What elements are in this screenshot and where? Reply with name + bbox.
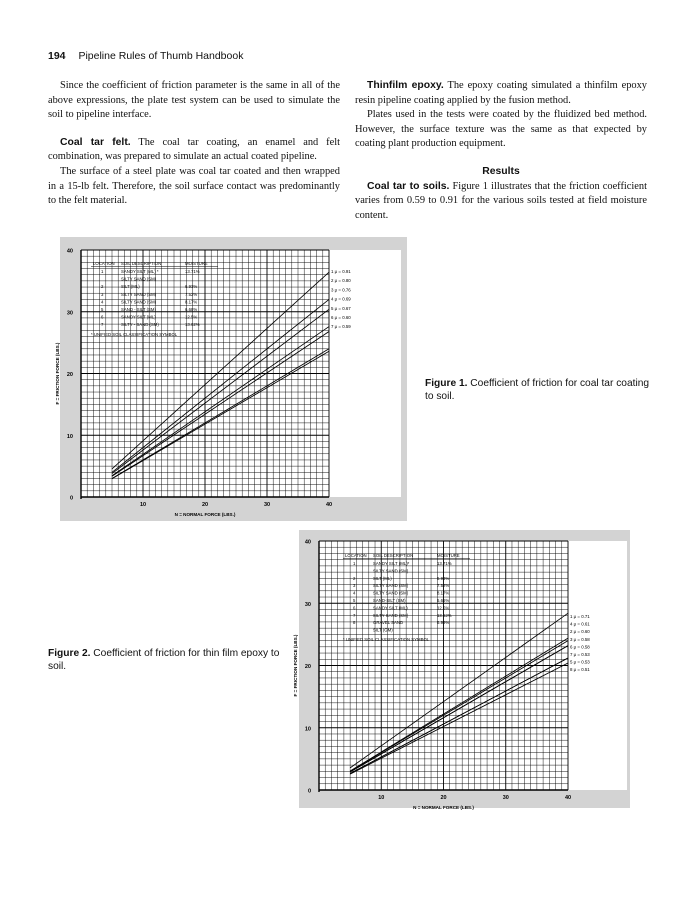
series-label: 1 μ = 0.91 bbox=[331, 269, 351, 274]
series-label: 8 μ = 0.51 bbox=[570, 667, 590, 673]
x-tick-label: 10 bbox=[378, 795, 385, 801]
legend-location: 4 bbox=[353, 590, 356, 596]
legend-header: LOCATION bbox=[93, 261, 115, 266]
legend-moisture: 13.71% bbox=[185, 269, 200, 274]
legend-soil: SILT (ML) bbox=[373, 575, 392, 581]
legend-location: 6 bbox=[101, 314, 104, 320]
x-tick-label: 10 bbox=[139, 502, 147, 508]
x-tick-label: 30 bbox=[263, 502, 271, 508]
y-tick-label: 30 bbox=[304, 601, 311, 608]
legend-soil: SAND - SILT (SM) bbox=[121, 307, 156, 312]
legend-moisture: 6.93% bbox=[185, 284, 198, 290]
y-tick-label: 0 bbox=[307, 788, 311, 795]
series-label: 5 μ = 0.67 bbox=[331, 305, 351, 311]
series-label: 6 μ = 0.60 bbox=[331, 315, 351, 320]
legend-soil: SANDY SILT (ML) bbox=[373, 605, 408, 611]
legend-soil: SILT (GM) bbox=[373, 627, 393, 633]
x-tick-label: 40 bbox=[325, 502, 333, 508]
page-number: 194 bbox=[48, 50, 66, 62]
legend-soil: SILTY SAND (SM) bbox=[373, 590, 409, 596]
legend-location: 5 bbox=[101, 307, 104, 312]
legend-moisture: 13.71% bbox=[437, 561, 452, 566]
series-label: 5 μ = 0.53 bbox=[570, 659, 590, 665]
legend-location: 4 bbox=[101, 299, 104, 305]
series-label: 3 μ = 0.76 bbox=[331, 287, 351, 293]
legend-soil: SILTY SAND (SM) bbox=[121, 299, 157, 305]
paragraph: Thinfilm epoxy. The epoxy coating simulated a thinfilm epoxy resin pipeline coating applied by the fusion method. bbox=[355, 80, 648, 106]
legend-moisture: 13.62% bbox=[185, 322, 200, 328]
legend-soil: SILTY - SAND (SM) bbox=[121, 322, 159, 328]
legend-soil: SILTY SAND (SM) bbox=[373, 583, 409, 589]
legend-location: 3 bbox=[353, 583, 356, 589]
legend-soil: SANDY SILT (ML)* bbox=[373, 561, 410, 566]
legend-location: 7 bbox=[353, 612, 356, 618]
legend-moisture: 12.5% bbox=[437, 605, 450, 611]
legend-soil: SILT (ML) bbox=[121, 284, 140, 290]
run-in-heading: Coal tar felt. bbox=[60, 136, 131, 148]
legend-header: LOCATION bbox=[345, 553, 367, 558]
legend-location: 3 bbox=[101, 291, 104, 297]
figure-2-chart bbox=[293, 530, 630, 810]
legend-soil: SANDY SILT (ML) bbox=[121, 314, 156, 320]
legend-location: 1 bbox=[353, 561, 356, 566]
y-tick-label: 30 bbox=[66, 310, 73, 317]
y-axis-label: F = FRICTION FORCE (LBS.) bbox=[55, 342, 60, 405]
y-tick-label: 10 bbox=[304, 726, 311, 733]
series-label: 3 μ = 0.58 bbox=[570, 636, 590, 642]
y-tick-label: 10 bbox=[66, 433, 73, 440]
legend-moisture: 6.66% bbox=[437, 598, 450, 603]
run-in-heading: Coal tar to soils. bbox=[367, 180, 450, 192]
series-label: 4 μ = 0.69 bbox=[331, 296, 351, 302]
legend-soil: SANDY SILT (ML) * bbox=[121, 269, 159, 274]
legend-location: 5 bbox=[353, 598, 356, 603]
y-tick-label: 20 bbox=[66, 372, 73, 378]
x-tick-label: 30 bbox=[502, 795, 509, 801]
series-label: 7 μ = 0.59 bbox=[331, 324, 351, 330]
y-tick-label: 40 bbox=[66, 248, 73, 255]
legend-header: MOISTURE bbox=[437, 553, 460, 558]
legend-note: * UNIFIED SOIL CLASSIFICATION SYMBOL bbox=[91, 331, 178, 337]
legend-location: 1 bbox=[101, 269, 104, 274]
x-tick-label: 20 bbox=[440, 795, 447, 801]
series-label: 1 μ = 0.71 bbox=[570, 614, 590, 619]
left-column bbox=[48, 79, 340, 209]
legend-moisture: 8.17% bbox=[185, 299, 198, 305]
legend-location: 6 bbox=[353, 605, 356, 611]
series-label: 2 μ = 0.80 bbox=[331, 278, 351, 284]
legend-moisture: 12.5% bbox=[185, 314, 198, 320]
x-tick-label: 40 bbox=[564, 795, 572, 801]
legend-moisture: 6.68% bbox=[185, 307, 198, 312]
running-title: Pipeline Rules of Thumb Handbook bbox=[78, 50, 244, 62]
legend-location: 2 bbox=[353, 575, 356, 581]
y-tick-label: 0 bbox=[69, 495, 73, 502]
legend-location: 7 bbox=[101, 322, 104, 328]
series-label: 6 μ = 0.58 bbox=[570, 644, 590, 650]
legend-soil: SILTY SAND (SM) bbox=[121, 291, 157, 297]
paragraph: The surface of a steel plate was coal tar coated and then wrapped in a 15-lb felt. Therefore, the soil surface contact was predominantly to the felt material. bbox=[48, 165, 340, 207]
legend-moisture: 7.52% bbox=[185, 291, 198, 297]
legend-moisture: 13.62% bbox=[437, 612, 452, 618]
legend-moisture: 6.93% bbox=[437, 575, 450, 581]
running-header bbox=[48, 50, 243, 62]
legend-moisture: 7.52% bbox=[437, 583, 450, 589]
series-label: 7 μ = 0.53 bbox=[570, 652, 590, 657]
legend-location: 2 bbox=[101, 284, 104, 290]
legend-header: SOIL DESCRIPTION bbox=[121, 261, 162, 266]
y-axis-label: F = FRICTION FORCE (LBS.) bbox=[293, 634, 298, 697]
legend-soil: SAND-SILT (SM) bbox=[373, 598, 406, 603]
paragraph: Since the coefficient of friction parameter is the same in all of the above expressions, the plate test system can be used to simulate the soil to pipeline interface. bbox=[48, 80, 340, 121]
y-tick-label: 20 bbox=[304, 664, 311, 670]
x-axis-label: N = NORMAL FORCE (LBS.) bbox=[413, 805, 474, 810]
paragraph: Coal tar to soils. Figure 1 illustrates that the friction coefficient varies from 0.59 to 0.91 for the various soils tested at field moisture content. bbox=[355, 180, 647, 221]
x-tick-label: 20 bbox=[201, 502, 209, 508]
legend-soil: GRAVEL SAND bbox=[373, 620, 404, 626]
legend-header: MOISTURE bbox=[185, 261, 208, 266]
x-axis-label: N = NORMAL FORCE (LBS.) bbox=[174, 512, 236, 517]
y-tick-label: 40 bbox=[304, 539, 311, 546]
figure-1-chart bbox=[55, 237, 407, 521]
paragraph: Coal tar felt. The coal tar coating, an enamel and felt combination, was prepared to simulate an actual coated pipeline. bbox=[48, 136, 340, 163]
legend-note: * UNIFIED SOIL CLASSIFICATION SYMBOL bbox=[343, 637, 430, 642]
series-label: 2 μ = 0.60 bbox=[570, 629, 590, 635]
figure-2-caption: Figure 2. Coefficient of friction for thin film epoxy to soil. bbox=[48, 648, 280, 672]
legend-location: 8 bbox=[353, 620, 356, 626]
legend-soil: SILTY SAND (SM) bbox=[373, 612, 409, 618]
section-heading: Results bbox=[482, 165, 520, 177]
paragraph: Plates used in the tests were coated by the fluidized bed method. However, the surface texture was the same as that expected by coating plant production equipment. bbox=[355, 109, 647, 150]
run-in-heading: Thinfilm epoxy. bbox=[367, 80, 444, 91]
series-label: 4 μ = 0.61 bbox=[570, 621, 590, 627]
legend-header: SOIL DESCRIPTION bbox=[373, 553, 414, 558]
legend-moisture: 8.17% bbox=[437, 590, 450, 596]
figure-1-caption: Figure 1. Coefficient of friction for coal tar coating to soil. bbox=[425, 378, 650, 402]
right-column bbox=[355, 79, 647, 223]
legend-soil: SILTY SAND (SM) bbox=[373, 568, 409, 574]
legend-soil: SILTY SAND (SM) bbox=[121, 276, 157, 282]
legend-moisture: 6.99% bbox=[437, 620, 450, 626]
